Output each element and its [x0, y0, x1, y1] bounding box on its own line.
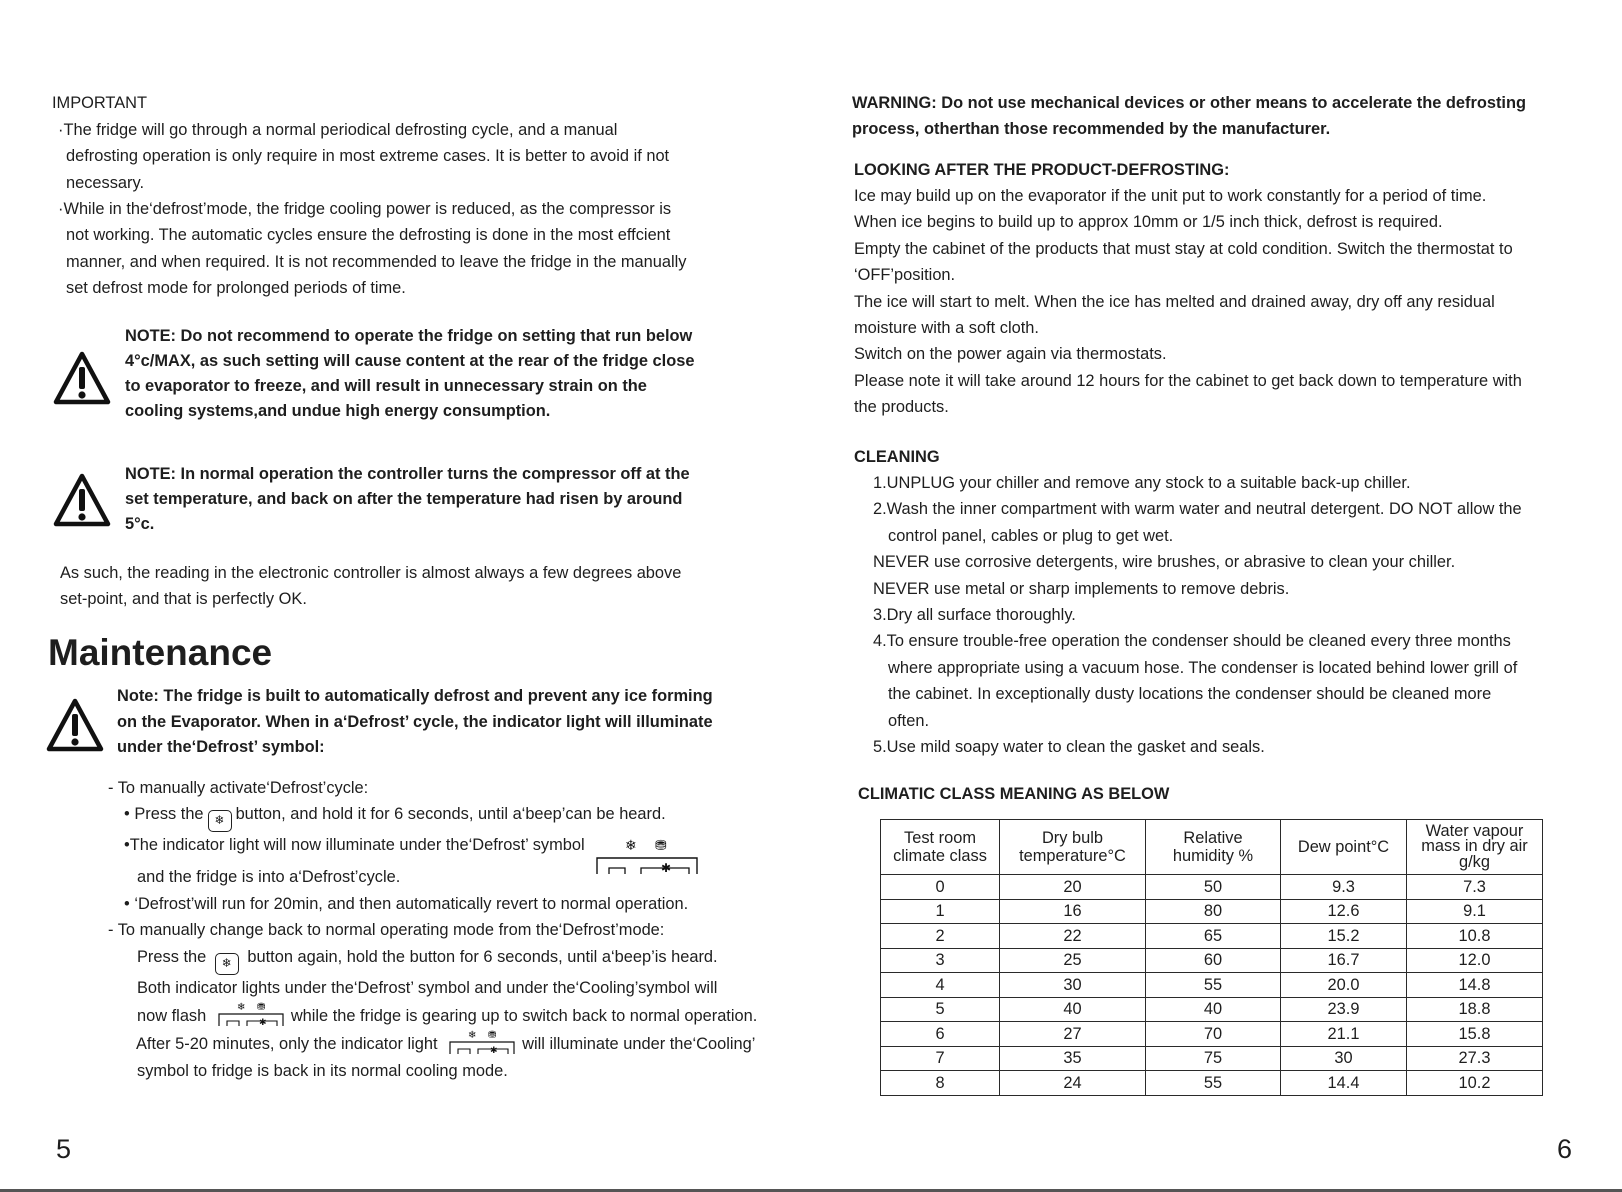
indicator-lights-icon	[595, 838, 699, 876]
as-such-paragraph: As such, the reading in the electronic controller is almost always a few degrees above set-point, and that is perfectly OK.	[60, 564, 682, 609]
svg-text:❄: ❄	[625, 838, 637, 855]
after-line: After 5-20 minutes, only the indicator light ❄ ⛃ ✱ will illuminate under the‘Cooling’	[136, 1030, 756, 1056]
list-item: NEVER use corrosive detergents, wire brushes, or abrasive to clean your chiller.	[873, 553, 1456, 572]
cleaning-title: CLEANING	[854, 448, 940, 466]
defrost-run-step: • ‘Defrost’will run for 20min, and then automatically revert to normal operation.	[124, 894, 689, 913]
manual-procedure: - To manually activate‘Defrost’cycle: • Press the ❄ button, and hold it for 6 seconds, until a‘beep’can be heard. •The indicator light will now illuminate under the‘Defrost’ symbol ❄ ⛃ ✱ and the fridge is into a‘Defrost’cycle. • ‘Defrost’will run for 20min, and then automatically revert to normal operation. - To manually change back to normal operating mode from the‘Defrost’mode: Press the ❄ button again, hold the button for 6 seconds, until a‘beep’is heard. Both indicator lights under the‘Defrost’ symbol and under the‘Cooling’symbol will now flash ❄ ⛃ ✱ while the fridge is gearing up to switch back to normal operation. After 5-20 minutes, only the indicator light ❄ ⛃ ✱ will illuminate under the‘Cooling’ symbol to fridge is back in its normal cooling mode.	[108, 775, 757, 1084]
note-2: NOTE: In normal operation the controller turns the compressor off at the set temperature, and back on after the temperature had risen by around 5°c.	[125, 465, 690, 533]
list-item: control panel, cables or plug to get wet.	[888, 526, 1174, 545]
header-relative-humidity: Relative humidity %	[1146, 820, 1281, 875]
list-item: 1.UNPLUG your chiller and remove any stock to a suitable back-up chiller.	[873, 474, 1411, 492]
list-item: where appropriate using a vacuum hose. The condenser is located behind lower grill of	[888, 658, 1518, 677]
defrost-button-icon: ❄	[208, 810, 232, 832]
table-row: 3 25 60 16.7 12.0	[881, 948, 1543, 973]
page-number-left: 5	[56, 1134, 72, 1164]
warning-triangle-icon	[45, 697, 105, 753]
bullet-char: ·	[58, 121, 64, 139]
climatic-class-table	[880, 819, 1543, 1096]
table-row: 4 30 55 20.0 14.8	[881, 973, 1543, 998]
note-3: Note: The fridge is built to automatically defrost and prevent any ice forming on the Evaporator. When in a‘Defrost’ cycle, the indicator light will illuminate under the‘Defrost’ symbol:	[117, 687, 713, 756]
climatic-class-title: CLIMATIC CLASS MEANING AS BELOW	[858, 785, 1170, 803]
looking-after-title: LOOKING AFTER THE PRODUCT-DEFROSTING:	[854, 161, 1230, 179]
bullet-char: ·	[58, 200, 64, 218]
table-row: 5 40 40 23.9 18.8	[881, 997, 1543, 1022]
header-dew-point: Dew point°C	[1281, 820, 1407, 875]
indicator-step: •The indicator light will now illuminate under the‘Defrost’ symbol ❄ ⛃ ✱	[108, 832, 757, 876]
cleaning-list	[873, 470, 1522, 760]
list-item: NEVER use metal or sharp implements to remove debris.	[873, 579, 1290, 598]
header-water-vapour: Water vapour mass in dry air g/kg	[1407, 820, 1543, 875]
important-bullet-1: ·The fridge will go through a normal periodical defrosting cycle, and a manual defrosting operation is only require in most extreme cases. It is better to avoid if not necessary.	[58, 121, 670, 192]
svg-text:⛃: ⛃	[655, 838, 667, 855]
header-dry-bulb: Dry bulb temperature°C	[1000, 820, 1146, 875]
svg-text:⛃: ⛃	[488, 1030, 497, 1042]
maintenance-heading: Maintenance	[48, 632, 273, 673]
svg-text:❄: ❄	[236, 1002, 246, 1014]
list-item: often.	[888, 711, 930, 730]
important-bullet-2: ·While in the‘defrost’mode, the fridge cooling power is reduced, as the compressor is not working. The automatic cycles ensure the defrosting is done in the most effcient manner, and when required. It is not recommended to leave the fridge in the manually set defrost mode for prolonged periods of time.	[58, 200, 687, 298]
change-title: - To manually change back to normal operating mode from the‘Defrost’mode:	[108, 921, 665, 940]
header-test-room: Test room climate class	[881, 820, 1000, 875]
table-row: 6 27 70 21.1 15.8	[881, 1022, 1543, 1047]
indicator-lights-icon	[217, 1001, 285, 1027]
warning-paragraph: WARNING: Do not use mechanical devices or other means to accelerate the defrosting process, otherthan those recommended by the manufacturer.	[852, 94, 1527, 139]
table-row: 2 22 65 15.2 10.8	[881, 924, 1543, 949]
warning-triangle-icon	[52, 350, 112, 406]
list-item: 4.To ensure trouble-free operation the condenser should be cleaned every three months	[873, 632, 1511, 651]
flash-line: now flash ❄ ⛃ ✱ while the fridge is gearing up to switch back to normal operation.	[137, 1002, 758, 1028]
press-step: • Press the ❄ button, and hold it for 6 seconds, until a‘beep’can be heard.	[108, 801, 757, 832]
list-item: 2.Wash the inner compartment with warm water and neutral detergent. DO NOT allow the	[873, 500, 1522, 519]
indicator-lights-icon	[448, 1029, 516, 1055]
svg-text:✱: ✱	[661, 861, 672, 876]
table-header-row	[881, 820, 1543, 875]
note-1: NOTE: Do not recommend to operate the fridge on setting that run below 4°c/MAX, as such setting will cause content at the rear of the fridge close to evaporator to freeze, and will result in unnecessary strain on the cooling systems,and undue high energy consumption.	[125, 327, 695, 420]
table-row: 1 16 80 12.6 9.1	[881, 899, 1543, 924]
defrost-button-icon: ❄	[215, 953, 239, 975]
warning-triangle-icon	[52, 472, 112, 528]
important-title: IMPORTANT	[52, 94, 148, 112]
looking-after-paragraph: Ice may build up on the evaporator if the unit put to work constantly for a period of time. When ice begins to build up to approx 10mm or 1/5 inch thick, defrost is required. Empty the cabinet of the products that must stay at cold condition. Switch the thermostat to ‘OFF’position. The ice will start to melt. When the ice has melted and drained away, dry off any residual moisture with a soft cloth. Switch on the power again via thermostats. Please note it will take around 12 hours for the cabinet to get back down to temperature with the products.	[854, 187, 1522, 417]
table-row: 0 20 50 9.3 7.3	[881, 875, 1543, 900]
list-item: 3.Dry all surface thoroughly.	[873, 606, 1076, 625]
list-item: the cabinet. In exceptionally dusty locations the condenser should be cleaned more	[888, 685, 1492, 704]
svg-text:⛃: ⛃	[256, 1002, 266, 1014]
svg-text:✱: ✱	[258, 1018, 267, 1028]
page-number-right: 6	[1557, 1134, 1573, 1164]
svg-text:❄: ❄	[468, 1030, 477, 1042]
press-again-step: Press the ❄ button again, hold the button for 6 seconds, until a‘beep’is heard.	[108, 944, 757, 975]
list-item: 5.Use mild soapy water to clean the gasket and seals.	[873, 738, 1265, 757]
table-row: 7 35 75 30 27.3	[881, 1046, 1543, 1071]
table-row: 8 24 55 14.4 10.2	[881, 1071, 1543, 1096]
svg-text:✱: ✱	[490, 1046, 498, 1056]
activate-title: - To manually activate‘Defrost’cycle:	[108, 779, 369, 797]
